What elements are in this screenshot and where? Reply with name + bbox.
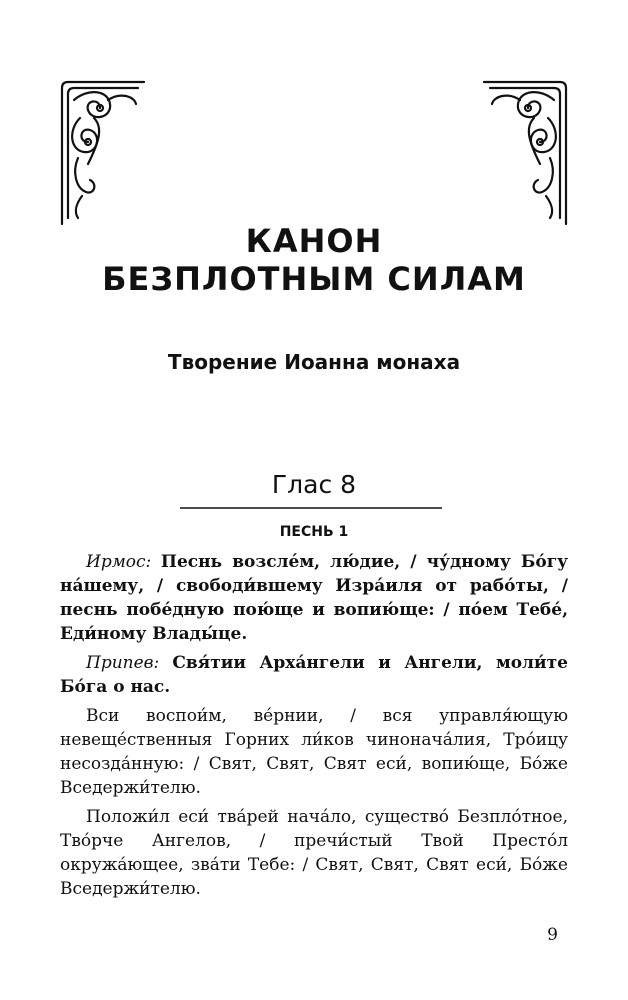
title-line-1: КАНОН: [245, 222, 383, 260]
page-number: 9: [547, 925, 558, 945]
ornament-corner-left-icon: [58, 78, 148, 228]
canon-text: [60, 550, 568, 906]
glas-heading: Глас 8: [271, 470, 357, 499]
irmos-paragraph: [60, 550, 568, 646]
ornament-corner-right-icon: [480, 78, 570, 228]
pripev-label: Припев:: [86, 653, 160, 673]
pesn-heading: ПЕСНЬ 1: [279, 524, 349, 540]
pripev-paragraph: [60, 651, 568, 699]
title-line-2: БЕЗПЛОТНЫМ СИЛАМ: [102, 260, 526, 298]
pripev-text: Свя́тии Арха́нгели и Ангели, моли́те Бо́га о нас.: [60, 653, 568, 697]
subtitle: Творение Иоанна монаха: [167, 350, 461, 374]
irmos-text: Песнь возслéм, лю́дие, / чу́дному Бо́гу на́шему, / свободи́вшему Изра́иля от рабо́ты, / песнь побе́дную пою́ще и вопию́ще: / по́ем Тебе́, Еди́ному Влады́це.: [60, 552, 569, 644]
irmos-label: Ирмос:: [86, 552, 152, 572]
divider: [180, 504, 442, 512]
troparion-paragraph: Положи́л еси́ тва́рей нача́ло, существо́ Безпло́тное, Тво́рче Ангелов, / пречи́стый Твой Престо́л окружа́ющее, зва́ти Тебе: / Свят, Свят, Свят еси́, Бо́же Вседержи́телю.: [60, 807, 568, 899]
page-title: [0, 222, 628, 298]
troparion-paragraph: Вси воспои́м, ве́рнии, / вся управля́ющую невеще́ственныя Горних ли́ков чинонача́лия, Тро́ицу несозда́нную: / Свят, Свят, Свят еси́, вопию́ще, Бо́же Вседержи́телю.: [60, 706, 568, 798]
